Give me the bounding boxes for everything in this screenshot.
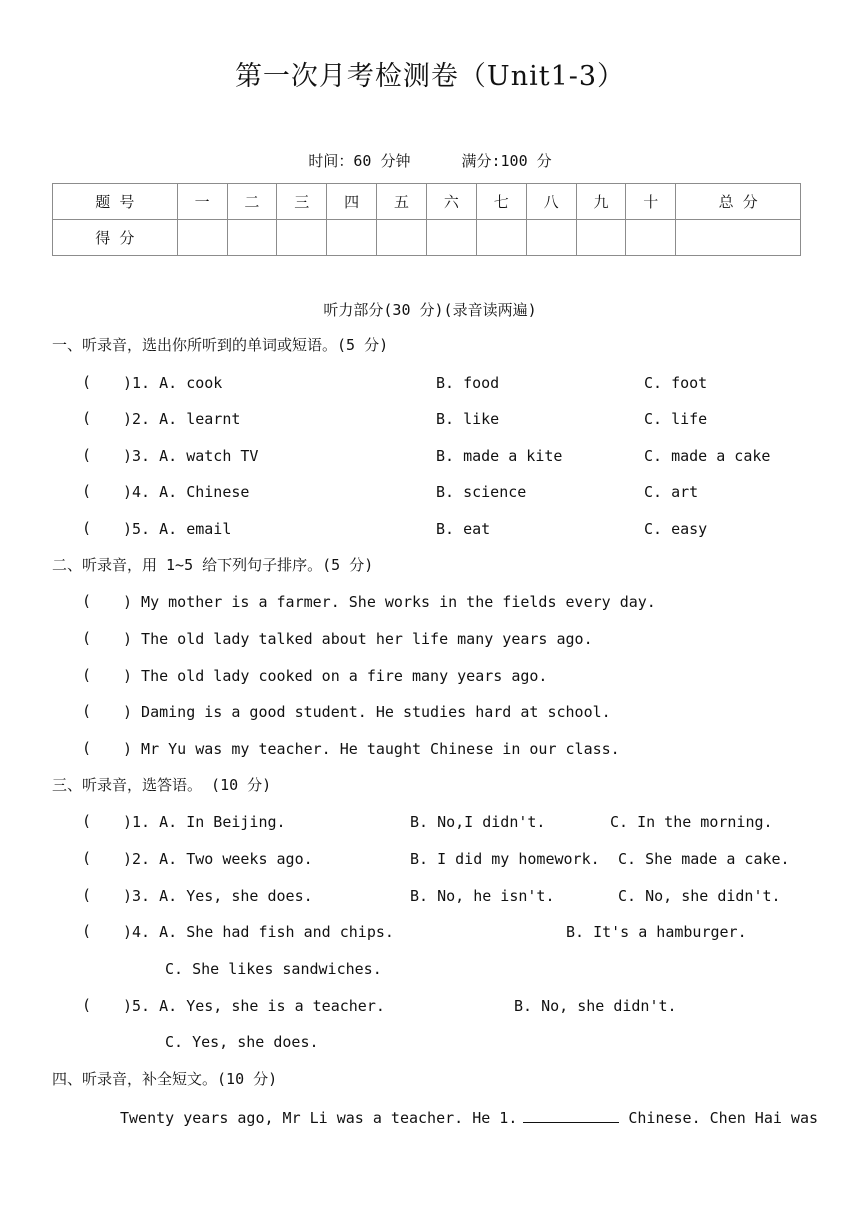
answer-paren[interactable]: ( xyxy=(82,702,92,720)
answer-paren[interactable]: ( xyxy=(82,373,92,391)
question-option-a: )2. A. learnt xyxy=(123,410,241,428)
score-cell: 九 xyxy=(576,184,626,220)
response-option-b: B. It's a hamburger. xyxy=(566,923,747,941)
score-cell: 二 xyxy=(227,184,277,220)
question-option-c: C. made a cake xyxy=(644,447,771,465)
score-table-header-row xyxy=(53,184,801,220)
answer-paren[interactable]: ( xyxy=(82,739,92,757)
section-3-heading: 三、听录音，选答语。 (10 分) xyxy=(52,776,272,794)
time-limit: 时间：60 分钟 xyxy=(308,152,411,170)
ordering-sentence: ) The old lady cooked on a fire many years ago. xyxy=(123,667,548,685)
score-input-cell[interactable] xyxy=(676,220,801,256)
score-input-cell[interactable] xyxy=(227,220,277,256)
ordering-sentence: ) Mr Yu was my teacher. He taught Chinese in our class. xyxy=(123,740,620,758)
score-input-cell[interactable] xyxy=(277,220,327,256)
score-input-cell[interactable] xyxy=(526,220,576,256)
answer-paren[interactable]: ( xyxy=(82,446,92,464)
question-option-b: B. like xyxy=(436,410,500,428)
score-cell: 一 xyxy=(177,184,227,220)
response-option-c: C. She made a cake. xyxy=(618,850,790,868)
section-2-heading: 二、听录音，用 1~5 给下列句子排序。(5 分) xyxy=(52,556,374,574)
blank-1[interactable] xyxy=(523,1106,619,1123)
response-option-c: C. Yes, she does. xyxy=(165,1033,319,1051)
question-option-a: )3. A. watch TV xyxy=(123,447,259,465)
question-option-b: B. made a kite xyxy=(436,447,563,465)
ordering-sentence: ) Daming is a good student. He studies hard at school. xyxy=(123,703,611,721)
response-option-a: )5. A. Yes, she is a teacher. xyxy=(123,997,385,1015)
score-cell: 总 分 xyxy=(676,184,801,220)
score-input-cell[interactable] xyxy=(626,220,676,256)
answer-paren[interactable]: ( xyxy=(82,849,92,867)
answer-paren[interactable]: ( xyxy=(82,482,92,500)
answer-paren[interactable]: ( xyxy=(82,812,92,830)
response-option-b: B. I did my homework. xyxy=(410,850,600,868)
score-cell: 四 xyxy=(327,184,377,220)
full-score: 满分:100 分 xyxy=(461,152,552,170)
score-cell: 五 xyxy=(377,184,427,220)
response-option-b: B. No, he isn't. xyxy=(410,887,555,905)
answer-paren[interactable]: ( xyxy=(82,666,92,684)
question-option-b: B. eat xyxy=(436,520,491,538)
score-input-cell[interactable] xyxy=(576,220,626,256)
score-row-label: 得 分 xyxy=(53,220,178,256)
score-input-cell[interactable] xyxy=(377,220,427,256)
cloze-paragraph xyxy=(120,1106,818,1128)
exam-meta xyxy=(0,150,860,171)
question-option-b: B. science xyxy=(436,483,527,501)
answer-paren[interactable]: ( xyxy=(82,629,92,647)
answer-paren[interactable]: ( xyxy=(82,922,92,940)
question-option-c: C. foot xyxy=(644,374,708,392)
question-option-b: B. food xyxy=(436,374,500,392)
question-option-a: )5. A. email xyxy=(123,520,232,538)
score-cell: 题 号 xyxy=(53,184,178,220)
page-title: 第一次月考检测卷（Unit1-3） xyxy=(234,61,626,92)
section-4-heading: 四、听录音，补全短文。(10 分) xyxy=(52,1070,278,1088)
answer-paren[interactable]: ( xyxy=(82,886,92,904)
response-option-a: )4. A. She had fish and chips. xyxy=(123,923,394,941)
score-table xyxy=(52,183,801,256)
question-option-c: C. life xyxy=(644,410,708,428)
question-option-c: C. art xyxy=(644,483,699,501)
cloze-text-after: Chinese. Chen Hai was xyxy=(628,1109,819,1127)
listening-heading: 听力部分(30 分)(录音读两遍) xyxy=(323,301,537,319)
ordering-sentence: ) The old lady talked about her life many years ago. xyxy=(123,630,593,648)
question-option-c: C. easy xyxy=(644,520,708,538)
cloze-text-before: Twenty years ago, Mr Li was a teacher. He 1. xyxy=(120,1109,518,1127)
ordering-sentence: ) My mother is a farmer. She works in the fields every day. xyxy=(123,593,656,611)
score-input-cell[interactable] xyxy=(426,220,476,256)
response-option-a: )3. A. Yes, she does. xyxy=(123,887,313,905)
answer-paren[interactable]: ( xyxy=(82,592,92,610)
score-cell: 三 xyxy=(277,184,327,220)
question-option-a: )1. A. cook xyxy=(123,374,223,392)
answer-paren[interactable]: ( xyxy=(82,519,92,537)
question-option-a: )4. A. Chinese xyxy=(123,483,250,501)
score-cell: 十 xyxy=(626,184,676,220)
answer-paren[interactable]: ( xyxy=(82,996,92,1014)
response-option-c: C. No, she didn't. xyxy=(618,887,781,905)
score-table-score-row xyxy=(53,220,801,256)
answer-paren[interactable]: ( xyxy=(82,409,92,427)
response-option-a: )1. A. In Beijing. xyxy=(123,813,286,831)
score-cell: 七 xyxy=(476,184,526,220)
score-input-cell[interactable] xyxy=(476,220,526,256)
score-input-cell[interactable] xyxy=(327,220,377,256)
section-1-heading: 一、听录音，选出你所听到的单词或短语。(5 分) xyxy=(52,336,389,354)
response-option-b: B. No, she didn't. xyxy=(514,997,677,1015)
response-option-b: B. No,I didn't. xyxy=(410,813,546,831)
score-cell: 六 xyxy=(426,184,476,220)
response-option-a: )2. A. Two weeks ago. xyxy=(123,850,313,868)
response-option-c: C. She likes sandwiches. xyxy=(165,960,382,978)
response-option-c: C. In the morning. xyxy=(610,813,773,831)
score-cell: 八 xyxy=(526,184,576,220)
score-input-cell[interactable] xyxy=(177,220,227,256)
